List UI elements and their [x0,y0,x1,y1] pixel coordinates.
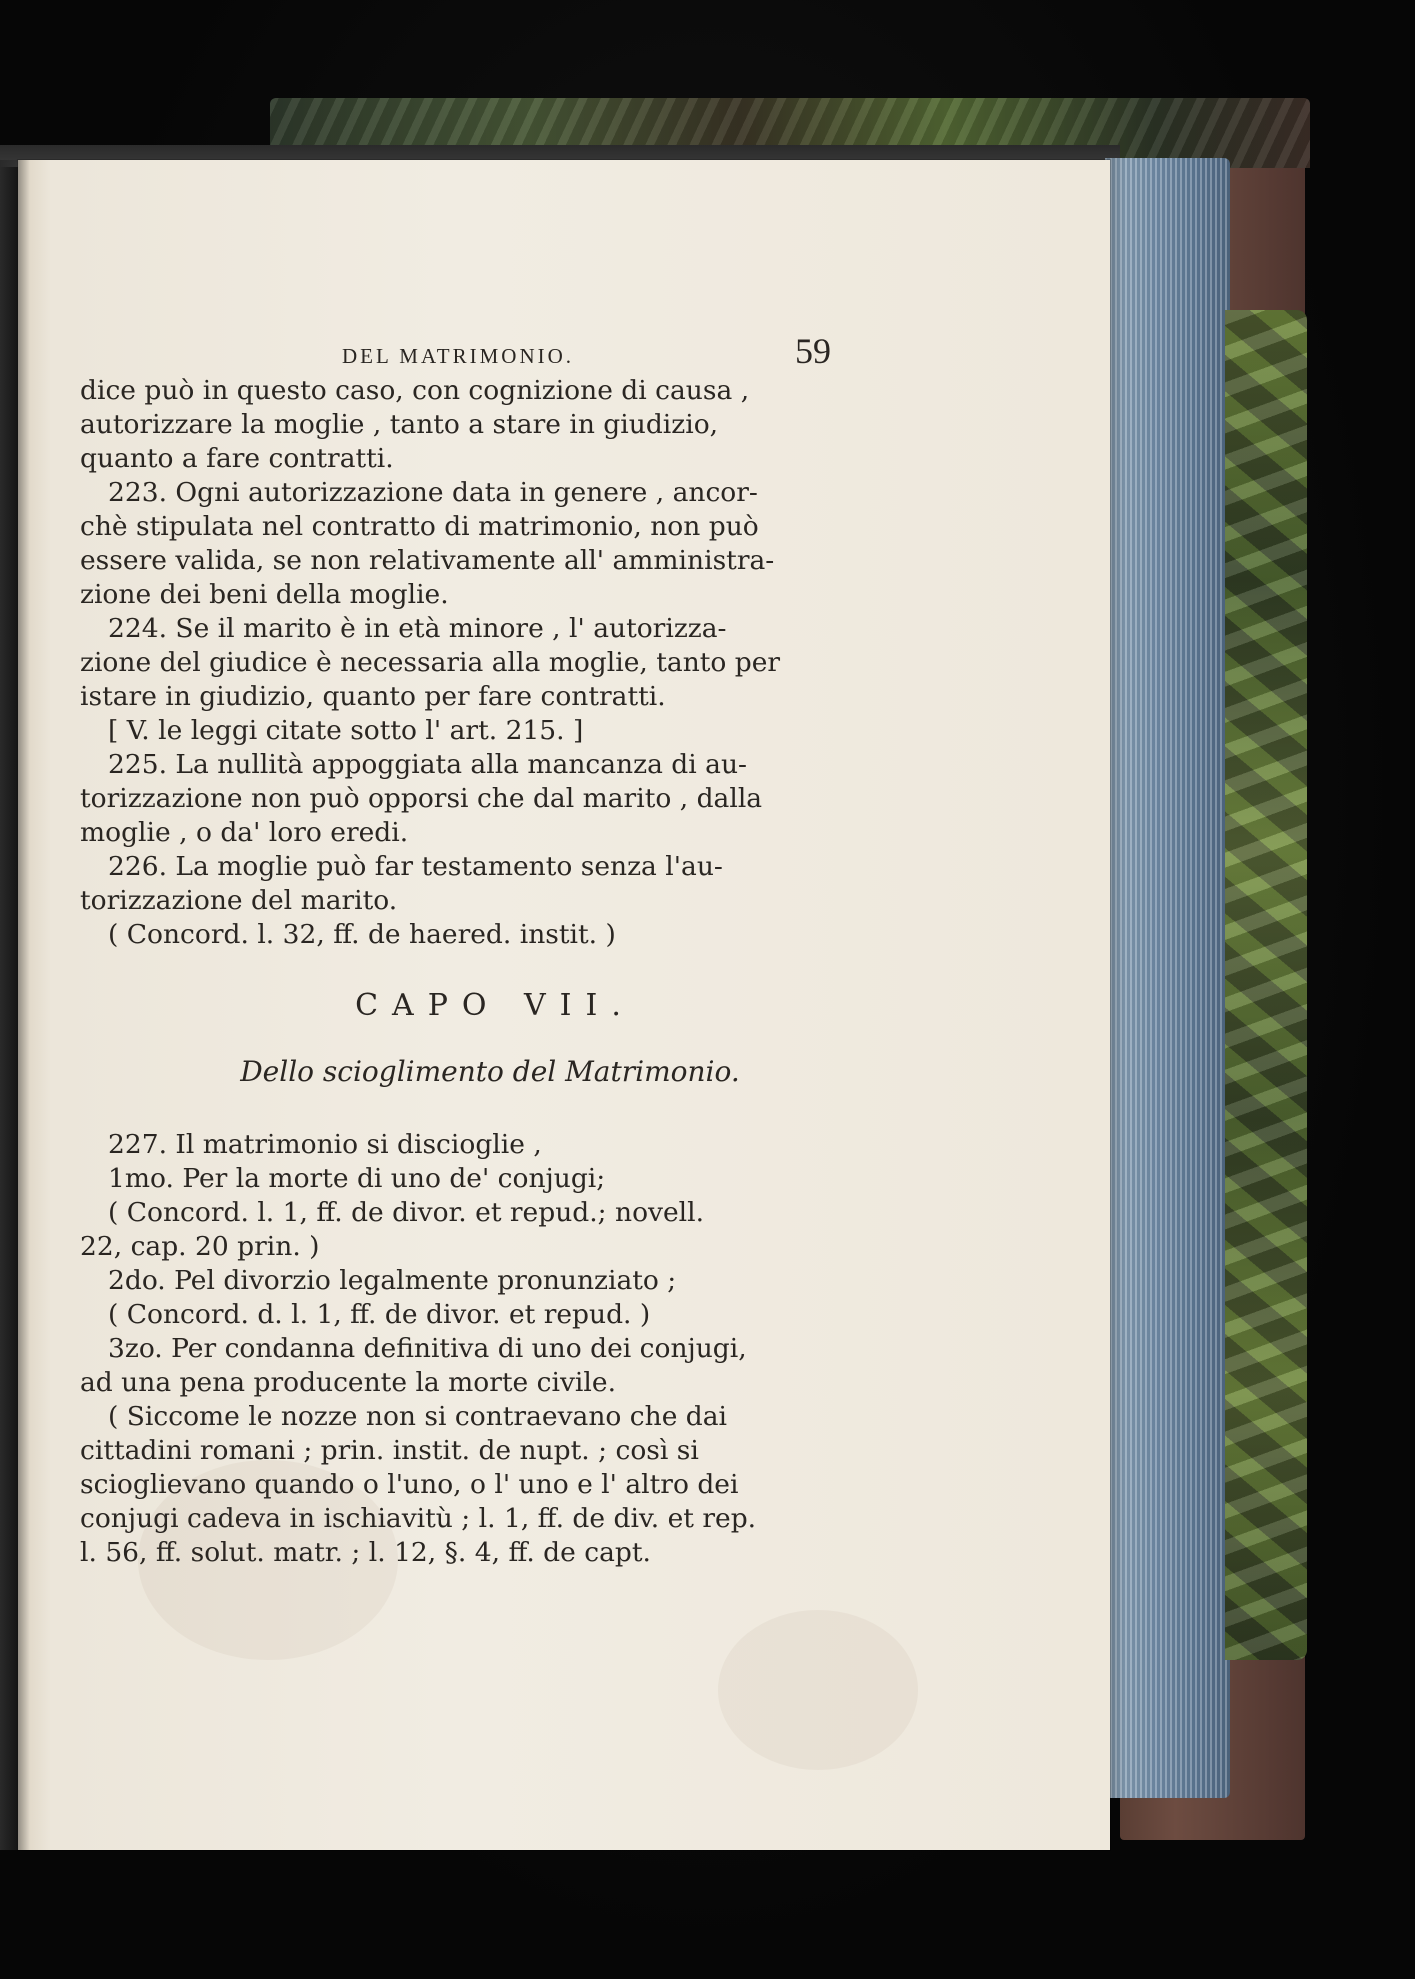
text-line: conjugi cadeva in ischiavitù ; l. 1, ff. de div. et rep. [80,1503,757,1534]
text-line: scioglievano quando o l'uno, o l' uno e l' altro dei [80,1469,739,1500]
text-line: 224. Se il marito è in età minore , l' autorizza- [108,613,727,644]
text-line: torizzazione del marito. [80,885,398,916]
marbled-cover [1225,310,1307,1660]
page-text [80,330,880,1570]
text-line: 1mo. Per la morte di uno de' conjugi; [108,1163,606,1194]
text-line: 3zo. Per condanna definitiva di uno dei conjugi, [108,1333,747,1364]
concordance-note [80,918,880,952]
paragraph-222-end [80,374,880,476]
chapter-heading: CAPO VII. [355,988,635,1023]
text-line: l. 56, ff. solut. matr. ; l. 12, §. 4, ff. de capt. [80,1537,651,1568]
article-223 [80,476,880,612]
text-line: zione dei beni della moglie. [80,579,449,610]
text-line: ( Concord. d. l. 1, ff. de divor. et repud. ) [108,1299,651,1330]
text-line: torizzazione non può opporsi che dal marito , dalla [80,783,763,814]
chapter-title: Dello scioglimento del Matrimonio. [240,1055,740,1088]
article-225 [80,748,880,850]
text-line: chè stipulata nel contratto di matrimonio, non può [80,511,759,542]
commentary-note [80,1400,880,1570]
text-line: ( Concord. l. 32, ff. de haered. instit. ) [108,919,616,950]
page-number: 59 [795,331,831,371]
text-line: 225. La nullità appoggiata alla mancanza di au- [108,749,747,780]
article-226 [80,850,880,918]
paper-stain [718,1610,918,1770]
gutter-shadow [0,160,30,1850]
article-227 [80,1128,880,1400]
text-line: zione del giudice è necessaria alla moglie, tanto per [80,647,781,678]
running-head-title: DEL MATRIMONIO. [342,344,575,368]
text-line: 223. Ogni autorizzazione data in genere , ancor- [108,477,758,508]
text-line: ad una pena producente la morte civile. [80,1367,616,1398]
article-224 [80,612,880,714]
text-line: 2do. Pel divorzio legalmente pronunziato ; [108,1265,677,1296]
text-line: ( Siccome le nozze non si contraevano che dai [108,1401,728,1432]
running-head [80,330,880,374]
text-line: 22, cap. 20 prin. ) [80,1231,320,1262]
text-line: autorizzare la moglie , tanto a stare in giudizio, [80,409,719,440]
text-line: dice può in questo caso, con cognizione di causa , [80,375,750,406]
text-line: 227. Il matrimonio si discioglie , [108,1129,542,1160]
text-line: quanto a fare contratti. [80,443,394,474]
text-line: istare in giudizio, quanto per fare contratti. [80,681,666,712]
text-line: essere valida, se non relativamente all' amministra- [80,545,775,576]
text-line: moglie , o da' loro eredi. [80,817,409,848]
text-line: [ V. le leggi citate sotto l' art. 215. ] [108,715,584,746]
cross-reference [80,714,880,748]
text-line: ( Concord. l. 1, ff. de divor. et repud.; novell. [108,1197,705,1228]
text-line: cittadini romani ; prin. instit. de nupt. ; così si [80,1435,699,1466]
text-line: 226. La moglie può far testamento senza l'au- [108,851,723,882]
